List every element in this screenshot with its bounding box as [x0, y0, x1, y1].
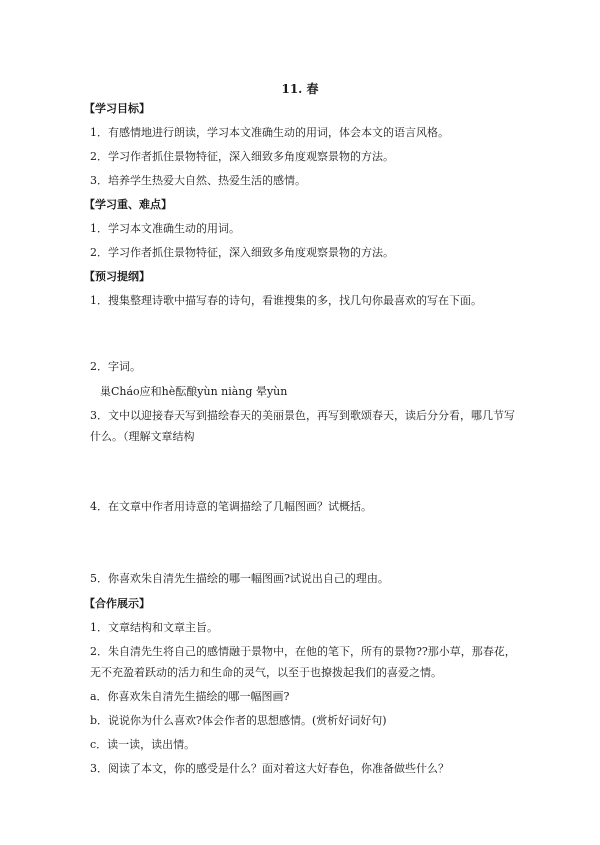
section-heading-goals: 【学习目标】	[84, 102, 150, 115]
goal-item-1: 1．有感情地进行朗读，学习本文准确生动的用词，体会本文的语言风格。	[90, 126, 449, 139]
preview-vocabulary: 巢Cháo应和hè酝酿yùn niàng 晕yùn	[100, 385, 288, 398]
cooperation-sub-b: b．说说你为什么喜欢?体会作者的思想感情。(赏析好词好句)	[90, 714, 387, 727]
preview-item-5: 5．你喜欢朱自清先生描绘的哪一幅图画?试说出自己的理由。	[90, 572, 389, 585]
preview-item-4: 4．在文章中作者用诗意的笔调描绘了几幅图画？试概括。	[90, 500, 372, 513]
page-title: 11. 春	[281, 82, 319, 96]
goal-item-3: 3．培养学生热爱大自然、热爱生活的感情。	[90, 174, 306, 187]
cooperation-item-3: 3．阅读了本文，你的感受是什么？面对着这大好春色，你准备做些什么？	[90, 762, 449, 775]
section-heading-cooperation: 【合作展示】	[84, 597, 150, 610]
preview-item-1: 1．搜集整理诗歌中描写春的诗句，看谁搜集的多，找几句你最喜欢的写在下面。	[90, 294, 482, 307]
cooperation-item-2: 2．朱自清先生将自己的感情融于景物中，在他的笔下，所有的景物??那小草，那春花，无不充盈着跃动的活力和生命的灵气，以至于也撩拨起我们的喜爱之情。	[90, 645, 516, 679]
goal-item-2: 2．学习作者抓住景物特征，深入细致多角度观察景物的方法。	[90, 150, 394, 163]
key-point-item-1: 1．学习本文准确生动的用词。	[90, 222, 240, 235]
cooperation-sub-c: c．读一读，读出情。	[90, 738, 196, 751]
cooperation-item-1: 1．文章结构和文章主旨。	[90, 621, 218, 634]
key-point-item-2: 2．学习作者抓住景物特征，深入细致多角度观察景物的方法。	[90, 246, 394, 259]
preview-item-2: 2．字词。	[90, 360, 141, 373]
cooperation-sub-a: a．你喜欢朱自清先生描绘的哪一幅图画?	[90, 690, 290, 703]
section-heading-preview: 【预习提纲】	[84, 270, 150, 283]
preview-item-3: 3．文中以迎接春天写到描绘春天的美丽景色，再写到歌颂春天，读后分分看，哪几节写什么。（理解文章结构	[90, 409, 515, 443]
section-heading-key-points: 【学习重、难点】	[84, 198, 172, 211]
